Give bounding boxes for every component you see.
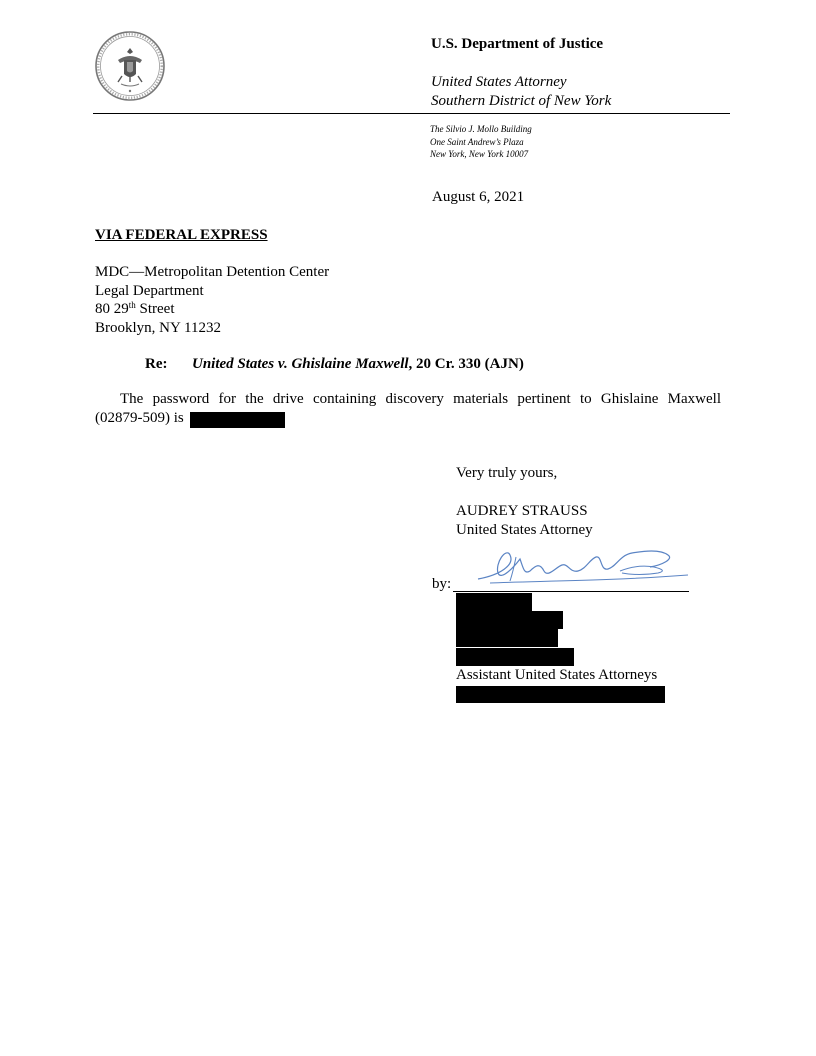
re-case	[192, 356, 524, 373]
ordinal-suffix: th	[128, 300, 136, 310]
by-label: by:	[432, 576, 452, 592]
signer-title: United States Attorney	[456, 521, 593, 538]
recipient-line-2: Legal Department	[95, 282, 204, 299]
body-line-2: (02879-509) is	[95, 410, 184, 426]
handwritten-signature	[470, 545, 695, 593]
signature-line	[453, 591, 689, 592]
redacted-password	[190, 412, 285, 428]
delivery-method: VIA FEDERAL EXPRESS	[95, 227, 268, 243]
case-number: , 20 Cr. 330 (AJN)	[408, 356, 524, 372]
redacted-name-2	[456, 611, 563, 629]
redacted-name-3	[456, 629, 558, 647]
letterhead-rule	[93, 113, 730, 114]
re-label: Re:	[145, 356, 168, 372]
recipient-address	[95, 263, 329, 337]
office-name	[431, 73, 611, 111]
recipient-line-4: Brooklyn, NY 11232	[95, 319, 221, 336]
closing: Very truly yours,	[456, 465, 558, 481]
office-address	[430, 123, 532, 161]
recipient-line-1: MDC—Metropolitan Detention Center	[95, 264, 330, 280]
ausa-title: Assistant United States Attorneys	[456, 667, 658, 683]
department-of-justice-seal-icon	[94, 30, 166, 102]
office-line-2: Southern District of New York	[431, 93, 612, 109]
department-name: U.S. Department of Justice	[431, 36, 604, 52]
office-line-1: United States Attorney	[431, 74, 567, 90]
address-line-3: New York, New York 10007	[430, 149, 529, 159]
redacted-name-4	[456, 648, 574, 666]
signer-name: AUDREY STRAUSS	[456, 503, 588, 519]
street-name: Street	[135, 301, 175, 317]
letter-date: August 6, 2021	[432, 189, 525, 205]
signer-block	[456, 502, 593, 539]
case-name: United States v. Ghislaine Maxwell	[192, 356, 409, 372]
address-line-2: One Saint Andrew’s Plaza	[430, 136, 524, 147]
redacted-name-1	[456, 593, 532, 611]
body-line-1: The password for the drive containing discovery materials pertinent to Ghislaine Maxwell	[120, 391, 721, 407]
redacted-contact	[456, 686, 665, 703]
recipient-line-3	[95, 300, 329, 319]
street-number: 80 29	[95, 301, 129, 317]
address-line-1: The Silvio J. Mollo Building	[430, 124, 532, 134]
